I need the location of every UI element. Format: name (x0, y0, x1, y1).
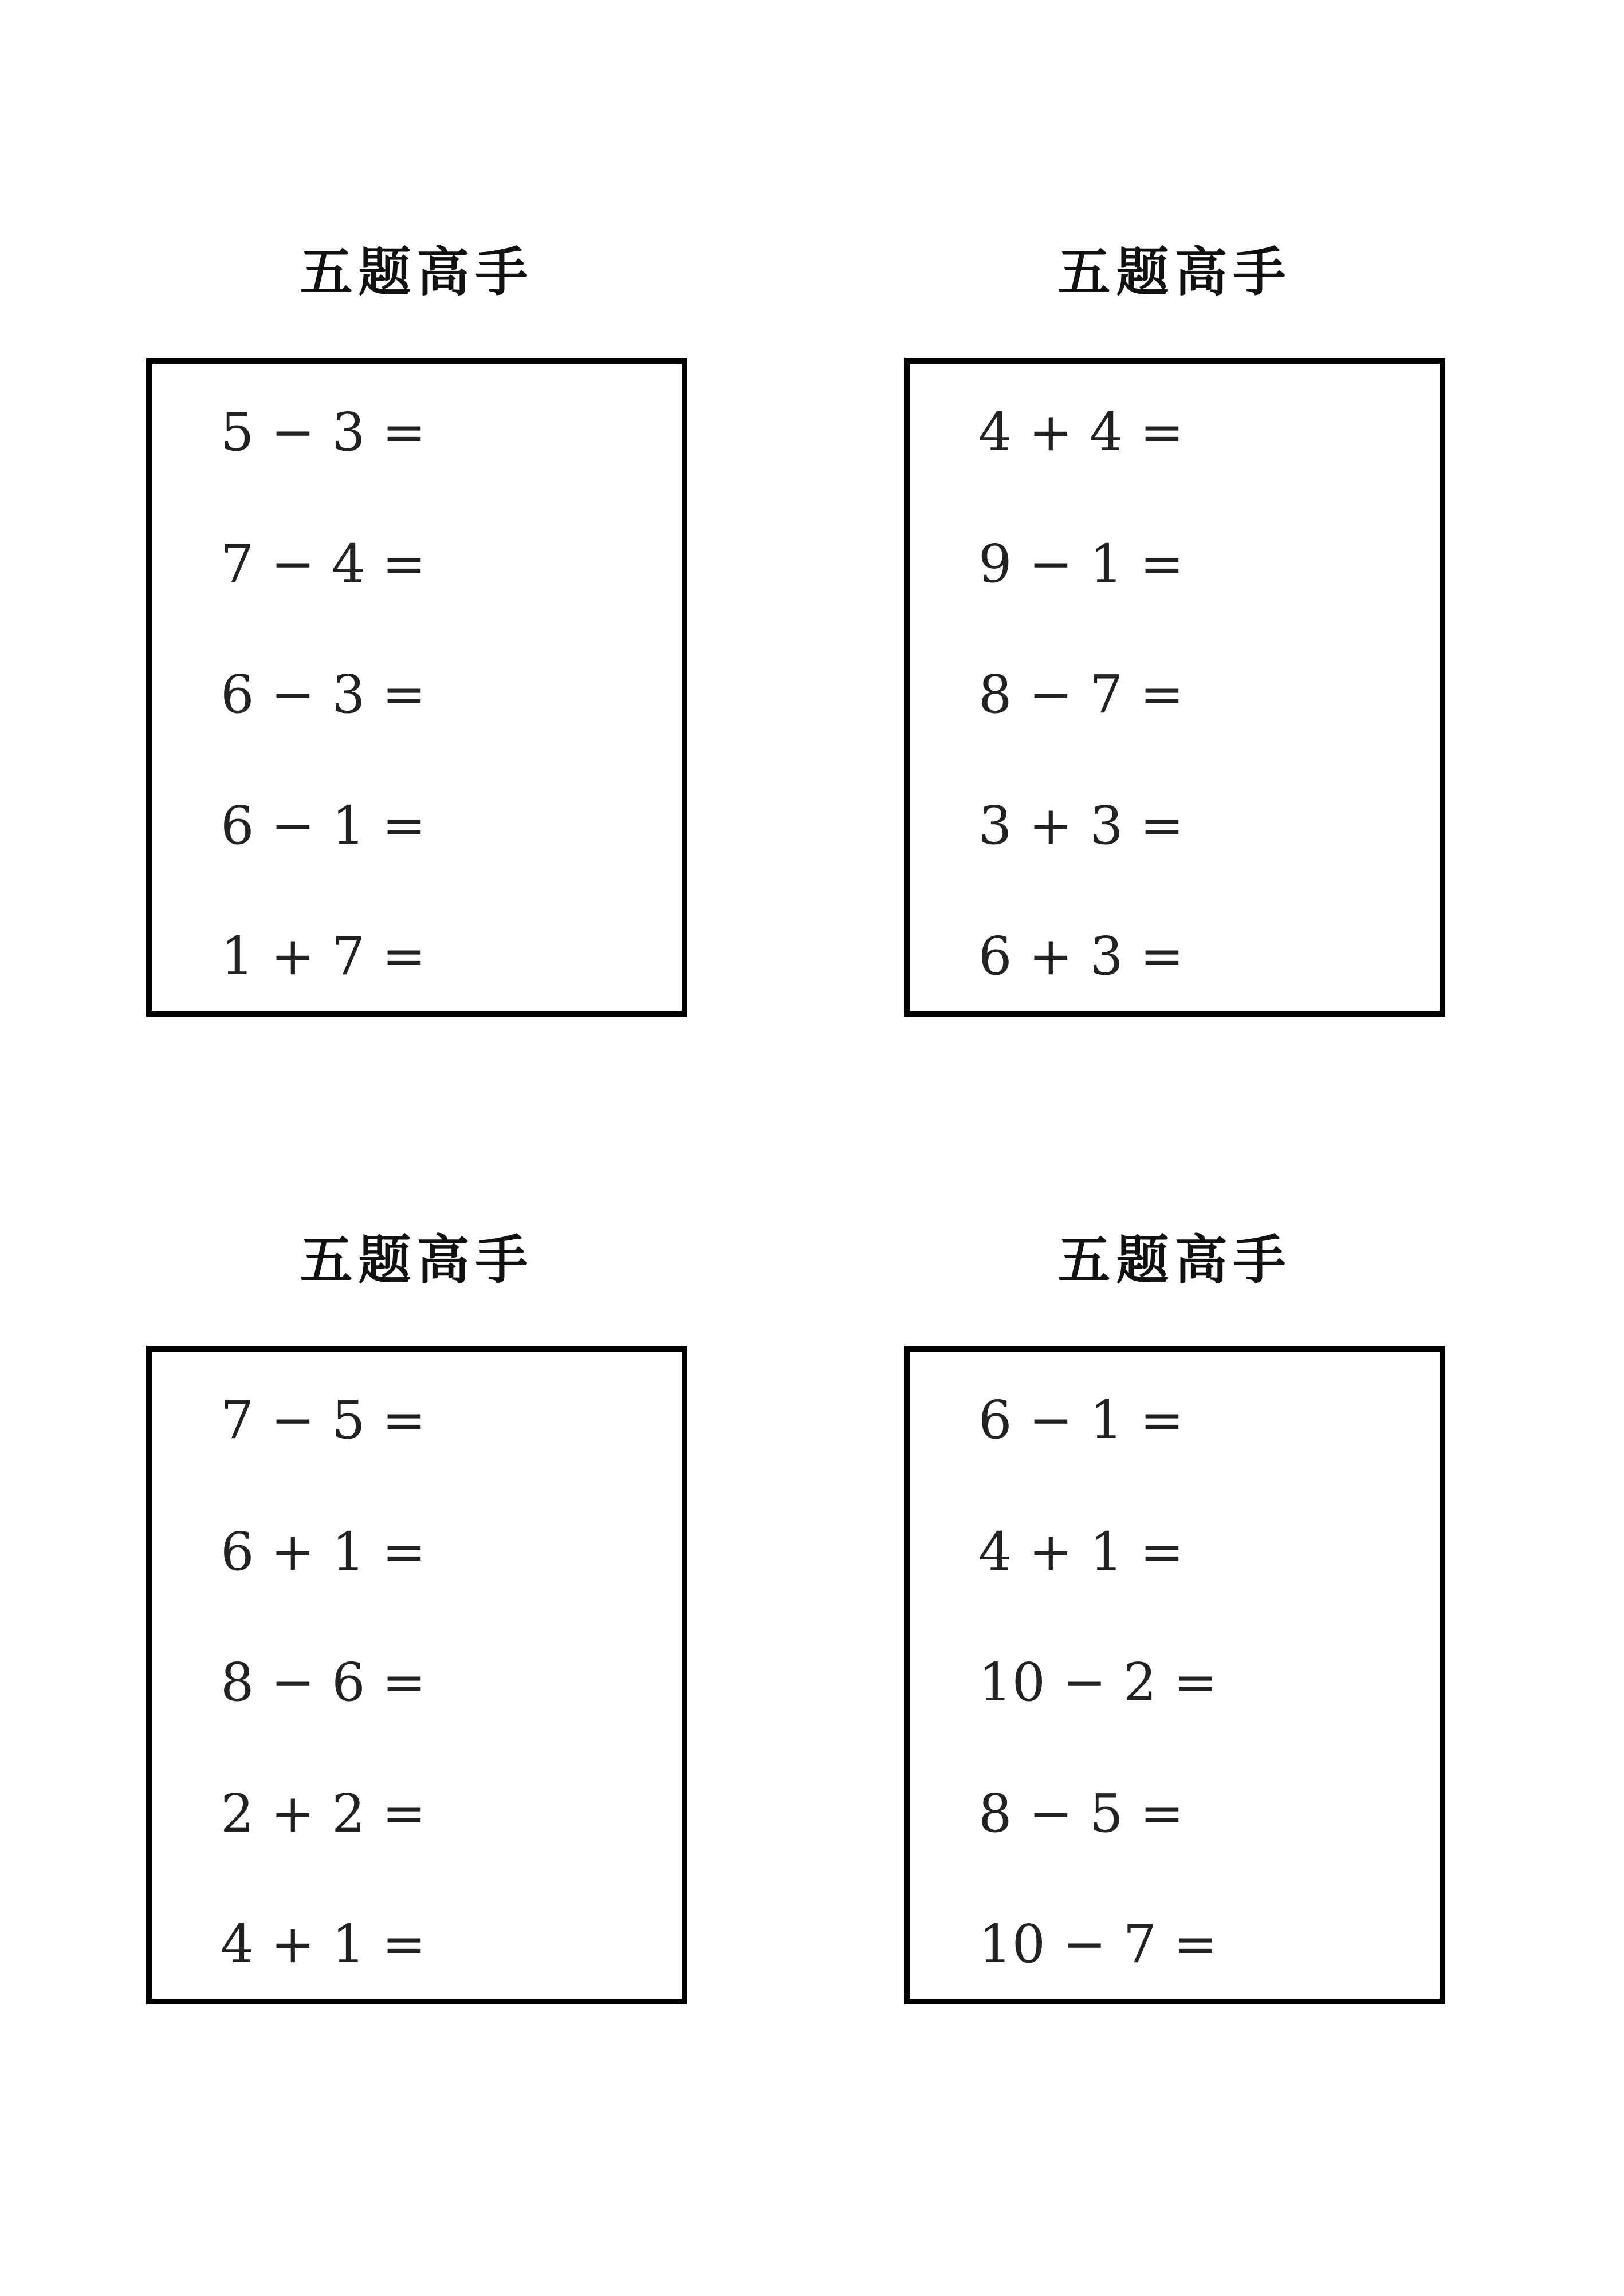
card-title: 五题高手 (300, 241, 534, 303)
problem-row: 4 + 1 = (978, 1521, 1184, 1582)
problem-row: 1 + 7 = (221, 926, 426, 987)
problem-row: 8 − 7 = (978, 664, 1184, 725)
card-title: 五题高手 (1057, 241, 1292, 303)
problem-row: 4 + 4 = (978, 401, 1184, 463)
card-title: 五题高手 (300, 1229, 534, 1291)
problem-row: 6 − 3 = (221, 664, 426, 725)
problem-row: 5 − 3 = (221, 401, 426, 463)
problem-row: 10 − 7 = (978, 1913, 1218, 1975)
problem-row: 4 + 1 = (221, 1913, 426, 1975)
problem-row: 10 − 2 = (978, 1652, 1218, 1713)
problem-box (146, 358, 687, 1017)
card-title: 五题高手 (1057, 1229, 1292, 1291)
problem-row: 9 − 1 = (978, 533, 1184, 594)
problem-row: 7 − 5 = (221, 1389, 426, 1451)
problem-row: 3 + 3 = (978, 795, 1184, 856)
problem-row: 8 − 6 = (221, 1652, 426, 1713)
problem-row: 8 − 5 = (978, 1783, 1184, 1844)
problem-row: 6 − 1 = (978, 1389, 1184, 1451)
problem-row: 6 + 1 = (221, 1521, 426, 1582)
problem-row: 6 − 1 = (221, 795, 426, 856)
problem-row: 2 + 2 = (221, 1783, 426, 1844)
problem-box (904, 1346, 1445, 2004)
problem-row: 6 + 3 = (978, 926, 1184, 987)
problem-box (146, 1346, 687, 2004)
problem-row: 7 − 4 = (221, 533, 426, 594)
problem-box (904, 358, 1445, 1017)
